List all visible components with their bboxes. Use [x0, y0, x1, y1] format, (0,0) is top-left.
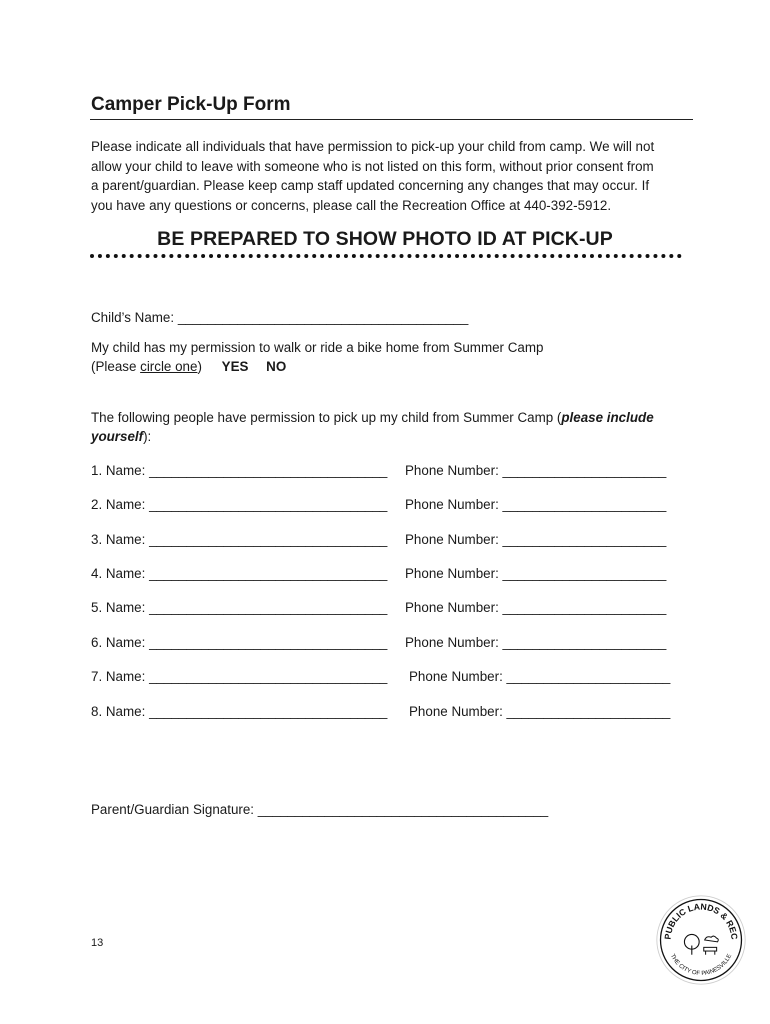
name-blank[interactable]: ________________________________	[149, 669, 388, 684]
pickup-row	[91, 497, 387, 512]
phone-blank[interactable]: ______________________	[502, 532, 667, 547]
phone-field[interactable]	[405, 532, 666, 547]
permission-choice	[91, 359, 286, 374]
form-title: Camper Pick-Up Form	[91, 94, 291, 115]
pickup-intro-emphasis-2: yourself	[91, 429, 144, 444]
signature-field[interactable]	[91, 802, 548, 817]
child-name-blank[interactable]: _______________________________________	[177, 310, 469, 325]
intro-line: you have any questions or concerns, please call the Recreation Office at 440-392-5912.	[91, 197, 612, 213]
phone-label: Phone Number:	[405, 566, 499, 581]
logo-bottom-text: THE CITY OF PAINESVILLE	[668, 953, 734, 977]
intro-line: allow your child to leave with someone who is not listed on this form, without prior consent from	[91, 158, 654, 174]
phone-blank[interactable]: ______________________	[502, 497, 667, 512]
phone-label: Phone Number:	[405, 497, 499, 512]
signature-blank[interactable]: _______________________________________	[257, 802, 549, 817]
phone-blank[interactable]: ______________________	[502, 635, 667, 650]
phone-field[interactable]	[405, 566, 666, 581]
phone-blank[interactable]: ______________________	[506, 669, 671, 684]
pickup-row	[91, 600, 387, 615]
photo-id-banner: BE PREPARED TO SHOW PHOTO ID AT PICK-UP	[157, 228, 613, 250]
pickup-row	[91, 704, 387, 719]
phone-label: Phone Number:	[405, 532, 499, 547]
phone-field[interactable]	[405, 600, 666, 615]
name-label: 3. Name:	[91, 532, 146, 547]
name-label: 5. Name:	[91, 600, 146, 615]
phone-label: Phone Number:	[409, 669, 503, 684]
name-label: 2. Name:	[91, 497, 146, 512]
pickup-intro-text: The following people have permission to pick up my child from Summer Camp (	[91, 410, 562, 425]
name-blank[interactable]: ________________________________	[149, 566, 388, 581]
phone-field[interactable]	[405, 635, 666, 650]
phone-label: Phone Number:	[405, 635, 499, 650]
name-blank[interactable]: ________________________________	[149, 704, 388, 719]
name-blank[interactable]: ________________________________	[149, 463, 388, 478]
phone-blank[interactable]: ______________________	[502, 566, 667, 581]
no-option[interactable]: NO	[266, 359, 287, 374]
permission-prefix: (Please	[91, 359, 141, 374]
name-label: 8. Name:	[91, 704, 146, 719]
child-name-field[interactable]	[91, 310, 468, 325]
phone-field[interactable]	[405, 463, 666, 478]
child-name-label: Child’s Name:	[91, 310, 175, 325]
circle-one-text: circle one	[140, 359, 198, 374]
phone-label: Phone Number:	[409, 704, 503, 719]
pickup-row	[91, 532, 387, 547]
name-blank[interactable]: ________________________________	[149, 532, 388, 547]
name-label: 1. Name:	[91, 463, 146, 478]
phone-label: Phone Number:	[405, 600, 499, 615]
dotted-divider	[90, 254, 682, 258]
logo-top-text: PUBLIC LANDS & REC	[662, 901, 740, 941]
pickup-intro-emphasis: please include	[561, 410, 654, 425]
phone-field[interactable]	[409, 704, 670, 719]
intro-line: Please indicate all individuals that have permission to pick-up your child from camp. We will not	[91, 139, 655, 154]
phone-field[interactable]	[405, 497, 666, 512]
intro-line: a parent/guardian. Please keep camp staff updated concerning any changes that may occur. If	[91, 178, 650, 193]
pickup-row	[91, 635, 387, 650]
public-lands-rec-logo	[655, 894, 747, 986]
title-underline	[90, 119, 693, 120]
signature-label: Parent/Guardian Signature:	[91, 802, 255, 817]
pickup-intro-cont	[91, 429, 151, 444]
phone-field[interactable]	[409, 669, 670, 684]
pickup-intro-end: ):	[143, 429, 152, 444]
intro-paragraph	[91, 137, 691, 215]
phone-blank[interactable]: ______________________	[502, 463, 667, 478]
phone-blank[interactable]: ______________________	[502, 600, 667, 615]
pickup-row	[91, 463, 387, 478]
pickup-intro	[91, 410, 654, 425]
yes-option[interactable]: YES	[221, 359, 249, 374]
name-label: 4. Name:	[91, 566, 146, 581]
pickup-row	[91, 566, 387, 581]
name-blank[interactable]: ________________________________	[149, 600, 388, 615]
page-number: 13	[91, 937, 104, 949]
pickup-row	[91, 669, 387, 684]
name-blank[interactable]: ________________________________	[149, 497, 388, 512]
name-label: 7. Name:	[91, 669, 146, 684]
permission-statement: My child has my permission to walk or ride a bike home from Summer Camp	[91, 340, 544, 355]
permission-suffix: )	[197, 359, 202, 374]
name-blank[interactable]: ________________________________	[149, 635, 388, 650]
phone-label: Phone Number:	[405, 463, 499, 478]
name-label: 6. Name:	[91, 635, 146, 650]
phone-blank[interactable]: ______________________	[506, 704, 671, 719]
